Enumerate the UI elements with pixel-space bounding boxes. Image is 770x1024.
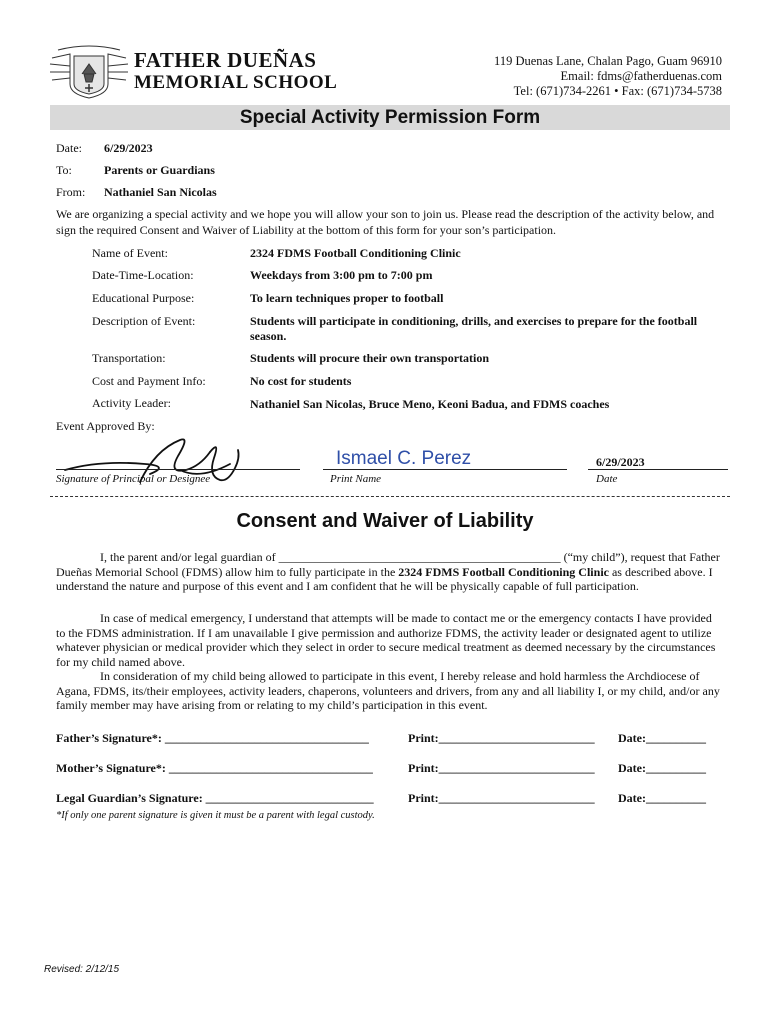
consent-p1-end: as described above. I understand the nature and purpose of this event and I am confident that he will be physically capable of full participation. bbox=[56, 564, 713, 593]
print-name-value: Ismael C. Perez bbox=[336, 448, 472, 469]
memo-from-value: Nathaniel San Nicolas bbox=[104, 185, 217, 199]
event-name-value: 2324 FDMS Football Conditioning Clinic bbox=[250, 246, 461, 260]
event-transportation-value: Students will procure their own transportation bbox=[250, 351, 490, 365]
consent-p3-text: In consideration of my child being allowed to participate in this event, I hereby release and hold harmless the Archdiocese of Agana, FDMS, its/their employees, activity leaders, chaperons, volunteers and drivers, from any and all liability I, or my child, and/or any family member may have arising from or relating to my child’s participation in this event. bbox=[56, 669, 720, 712]
event-description-label: Description of Event: bbox=[92, 314, 196, 328]
memo-date-value: 6/29/2023 bbox=[104, 141, 153, 155]
consent-p2-text: In case of medical emergency, I understand that attempts will be made to contact me or the emergency contacts I have provided to the FDMS administration. If I am unavailable I give permission and authorize FDMS, the activity leader or designated agent to utilize whatever physician or medical provider which they select in order to secure medical treatment as deemed necessary by the circumstances for my child named above. bbox=[56, 611, 716, 669]
event-cost-label: Cost and Payment Info: bbox=[92, 374, 206, 388]
event-datetime-label: Date-Time-Location: bbox=[92, 268, 194, 282]
mother-signature-field[interactable]: Mother’s Signature*: __________________________________ bbox=[56, 761, 373, 775]
mother-date-field[interactable]: Date:__________ bbox=[618, 761, 706, 775]
custody-footnote: *If only one parent signature is given it must be a parent with legal custody. bbox=[56, 810, 375, 821]
form-title: Special Activity Permission Form bbox=[50, 105, 730, 130]
father-date-field[interactable]: Date:__________ bbox=[618, 731, 706, 745]
memo-to-label: To: bbox=[56, 163, 72, 177]
principal-signature-caption: Signature of Principal or Designee bbox=[56, 473, 211, 485]
memo-date-label: Date: bbox=[56, 141, 82, 155]
school-phone: Tel: (671)734-2261 • Fax: (671)734-5738 bbox=[513, 84, 722, 98]
event-leader-value: Nathaniel San Nicolas, Bruce Meno, Keoni Badua, and FDMS coaches bbox=[250, 397, 610, 411]
school-name-line1: FATHER DUEÑAS bbox=[134, 48, 317, 72]
school-email: Email: fdms@fatherduenas.com bbox=[560, 69, 722, 83]
event-purpose-value: To learn techniques proper to football bbox=[250, 291, 444, 305]
cut-line bbox=[50, 496, 730, 497]
consent-title: Consent and Waiver of Liability bbox=[236, 510, 534, 532]
event-approved-label: Event Approved By: bbox=[56, 419, 155, 433]
guardian-print-field[interactable]: Print:__________________________ bbox=[408, 791, 595, 805]
consent-paragraph-3 bbox=[56, 669, 722, 713]
approval-date-line bbox=[588, 469, 728, 470]
school-address: 119 Duenas Lane, Chalan Pago, Guam 96910 bbox=[494, 54, 722, 68]
school-contact bbox=[494, 54, 722, 99]
consent-paragraph-2 bbox=[56, 611, 722, 669]
father-print-field[interactable]: Print:__________________________ bbox=[408, 731, 595, 745]
event-purpose-label: Educational Purpose: bbox=[92, 291, 195, 305]
event-datetime-value: Weekdays from 3:00 pm to 7:00 pm bbox=[250, 268, 433, 282]
school-name bbox=[134, 50, 337, 92]
event-description-value: Students will participate in conditioning, drills, and exercises to prepare for the football season. bbox=[250, 314, 698, 343]
principal-signature-line bbox=[56, 469, 300, 470]
consent-p1-start: I, the parent and/or legal guardian of _______________________________________________ (“my child”), request that Father Dueñas Memorial School (FDMS) allow him to fully participate in the bbox=[56, 550, 720, 579]
print-name-caption: Print Name bbox=[330, 473, 382, 485]
event-transportation-label: Transportation: bbox=[92, 351, 166, 365]
consent-p1-event: 2324 FDMS Football Conditioning Clinic bbox=[398, 564, 609, 579]
memo-to-value: Parents or Guardians bbox=[104, 163, 215, 177]
event-leader-label: Activity Leader: bbox=[92, 396, 171, 410]
mother-print-field[interactable]: Print:__________________________ bbox=[408, 761, 595, 775]
event-name-label: Name of Event: bbox=[92, 246, 168, 260]
print-name-line bbox=[323, 469, 567, 470]
school-crest-logo bbox=[48, 44, 130, 100]
consent-paragraph-1 bbox=[56, 550, 722, 594]
school-name-line2: MEMORIAL SCHOOL bbox=[134, 72, 338, 93]
intro-paragraph: We are organizing a special activity and we hope you will allow your son to join us. Please read the description of the activity below, and sign the required Consent and Waiver of Liability at the bottom of this form for your son’s participation. bbox=[56, 207, 715, 237]
father-signature-field[interactable]: Father’s Signature*: __________________________________ bbox=[56, 731, 369, 745]
memo-from-label: From: bbox=[56, 185, 86, 199]
guardian-date-field[interactable]: Date:__________ bbox=[618, 791, 706, 805]
approval-date-caption: Date bbox=[596, 473, 618, 485]
revision-date: Revised: 2/12/15 bbox=[44, 964, 120, 975]
approval-date-value: 6/29/2023 bbox=[596, 455, 645, 469]
event-cost-value: No cost for students bbox=[250, 374, 352, 388]
guardian-signature-field[interactable]: Legal Guardian’s Signature: ____________________________ bbox=[56, 791, 374, 805]
